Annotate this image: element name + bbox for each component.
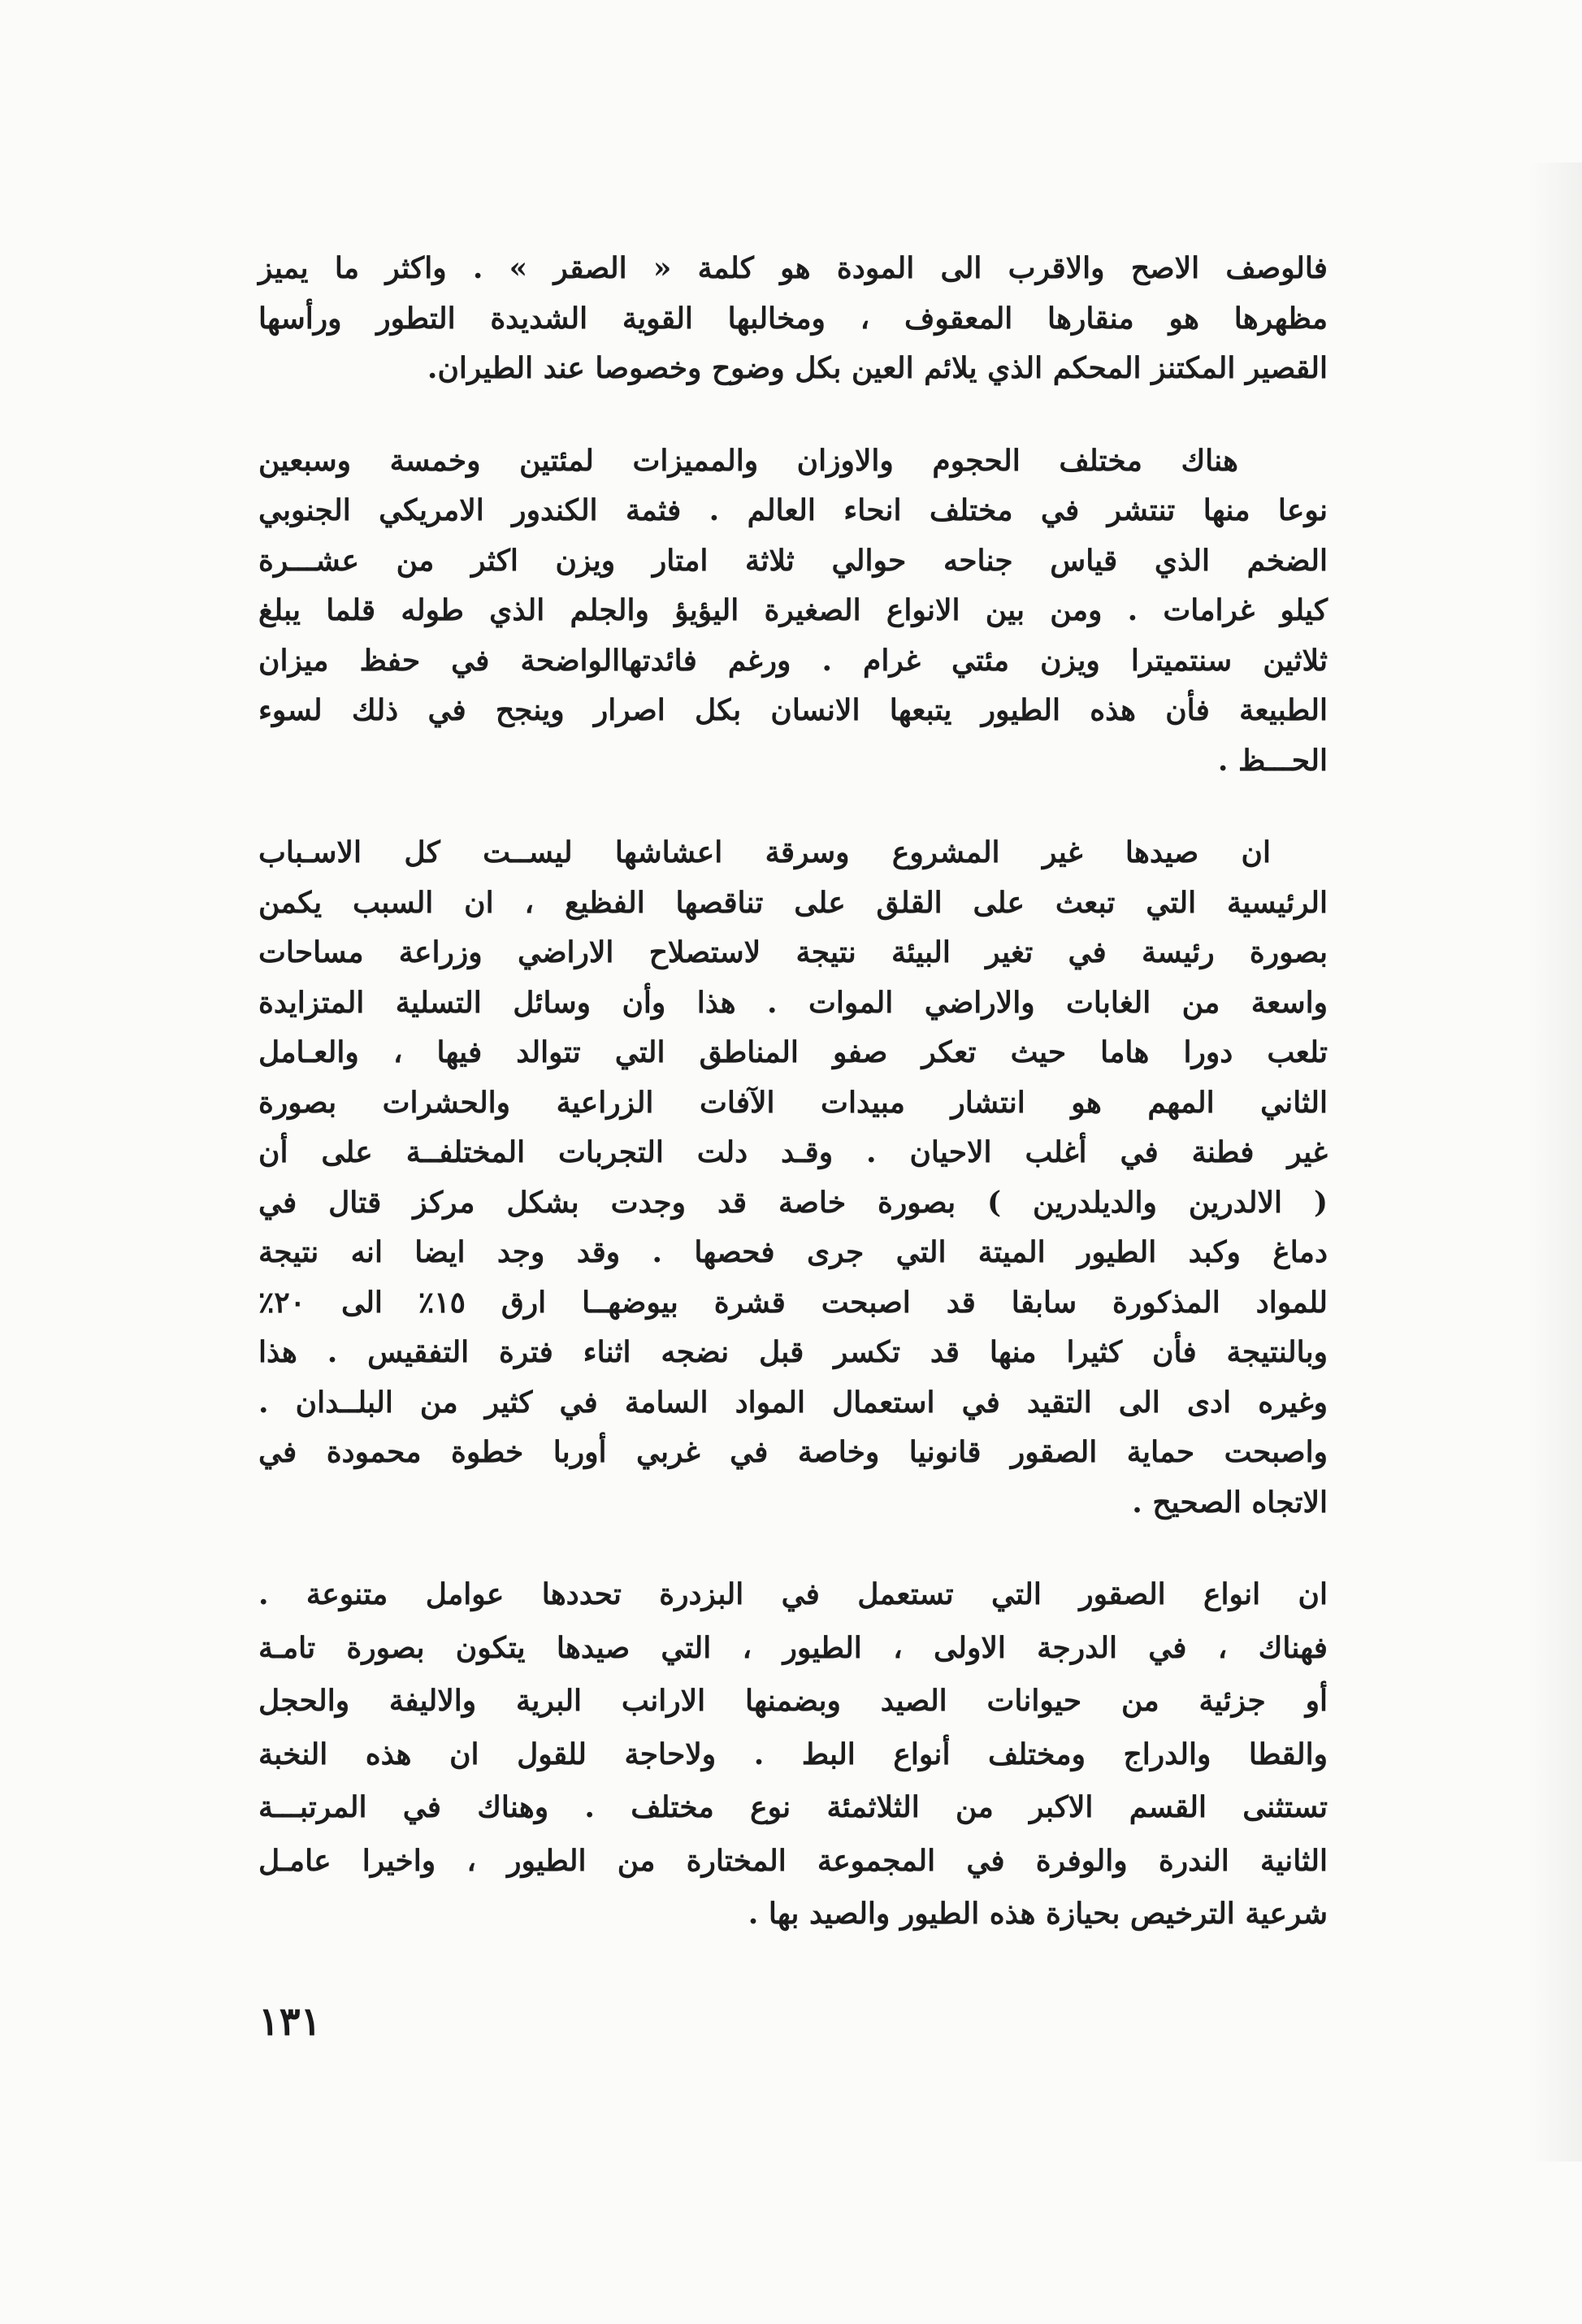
text-line: شرعية الترخيص بحيازة هذه الطيور والصيد بها . [748,1897,1328,1931]
text-line: ان انواع الصقور التي تستعمل في البزدرة تحددها عوامل متنوعة . [258,1577,1328,1611]
text-line: ثلاثين سنتميترا ويزن مئتي غرام . ورغم فائدتهاالواضحة في حفظ ميزان [258,643,1328,678]
text-line: الاتجاه الصحيح . [1132,1485,1328,1520]
text-line: واسعة من الغابات والاراضي الموات . هذا وأن وسائل التسلية المتزايدة [258,985,1328,1020]
paragraph-3 [258,828,1328,1528]
text-line: أو جزئية من حيوانات الصيد وبضمنها الارانب البرية والاليفة والحجل [258,1684,1328,1718]
text-line: وغيره ادى الى التقيد في استعمال المواد السامة في كثير من البلــدان . [258,1385,1328,1420]
text-line: فهناك ، في الدرجة الاولى ، الطيور ، التي صيدها يتكون بصورة تامـة [258,1630,1328,1665]
text-line: كيلو غرامات . ومن بين الانواع الصغيرة اليؤيؤ والجلم الذي طوله قلما يبلغ [258,593,1328,627]
text-line: الرئيسية التي تبعث على القلق على تناقصها الفظيع ، ان السبب يكمن [258,885,1328,920]
text-line: دماغ وكبد الطيور الميتة التي جرى فحصها . وقد وجد ايضا انه نتيجة [258,1235,1328,1269]
paragraph-1 [258,244,1328,394]
paragraph-4 [258,1570,1328,1940]
text-line: وبالنتيجة فأن كثيرا منها قد تكسر قبل نضجه اثناء فترة التفقيس . هذا [258,1335,1328,1369]
text-line: نوعا منها تنتشر في مختلف انحاء العالم . فثمة الكندور الامريكي الجنوبي [258,493,1328,527]
text-line: بصورة رئيسة في تغير البيئة نتيجة لاستصلاح الاراضي وزراعة مساحات [258,935,1328,969]
text-line: غير فطنة في أغلب الاحيان . وقـد دلت التجربات المختلفــة على أن [258,1135,1328,1169]
page-number: ١٣١ [258,1999,322,2044]
paragraph-2 [258,436,1328,787]
text-line: الضخم الذي قياس جناحه حوالي ثلاثة امتار ويزن اكثر من عشـــرة [258,543,1328,578]
text-line: ان صيدها غير المشروع وسرقة اعشاشها ليســت كل الاسـباب [258,835,1271,869]
text-line: واصبحت حماية الصقور قانونيا وخاصة في غربي أوربا خطوة محمودة في [258,1435,1328,1469]
text-line: الثاني المهم هو انتشار مبيدات الآفات الزراعية والحشرات بصورة [258,1085,1328,1120]
text-line: فالوصف الاصح والاقرب الى المودة هو كلمة « الصقر » . واكثر ما يميز [258,251,1328,285]
text-line: تلعب دورا هاما حيث تعكر صفو المناطق التي تتوالد فيها ، والعـامل [258,1035,1328,1069]
text-line: ( الالدرين والديلدرين ) بصورة خاصة قد وجدت بشكل مركز قتال في [258,1185,1328,1220]
text-line: الثانية الندرة والوفرة في المجموعة المختارة من الطيور ، واخيرا عامـل [258,1843,1328,1878]
text-line: الطبيعة فأن هذه الطيور يتبعها الانسان بكل اصرار وينجح في ذلك لسوء [258,693,1328,727]
scan-edge-shadow [1528,163,1582,2161]
text-line: للمواد المذكورة سابقا قد اصبحت قشرة بيوضهــا ارق ١٥٪ الى ٢٠٪ [258,1285,1328,1320]
text-line: والقطا والدراج ومختلف أنواع البط . ولاحاجة للقول ان هذه النخبة [258,1736,1328,1771]
text-line: تستثنى القسم الاكبر من الثلاثمئة نوع مختلف . وهناك في المرتبـــة [258,1790,1328,1824]
text-line: الحـــظ . [1217,743,1328,778]
body-text [258,244,1328,1982]
text-line: مظهرها هو منقارها المعقوف ، ومخالبها القوية الشديدة التطور ورأسها [258,301,1328,336]
text-line: القصير المكتنز المحكم الذي يلائم العين بكل وضوح وخصوصا عند الطيران. [427,351,1328,385]
text-line: هناك مختلف الحجوم والاوزان والمميزات لمئتين وخمسة وسبعين [258,443,1238,478]
